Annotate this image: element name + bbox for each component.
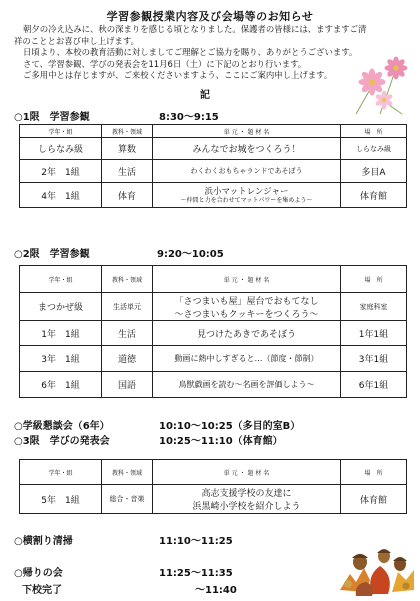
cell-subject: 生活: [102, 321, 153, 346]
gakkyu-time: 10:10～10:25（多目的室B）: [159, 421, 301, 432]
header-unit: 単 元 ・ 題 材 名: [153, 125, 341, 138]
gakkyu-heading: [14, 417, 301, 432]
cell-subject: 生活単元: [102, 293, 153, 321]
table-row: [20, 138, 407, 160]
cell-place: 体育館: [341, 485, 407, 514]
cell-grade: 1年 1組: [20, 321, 102, 346]
table-row: [20, 293, 407, 321]
period1-heading: [14, 108, 219, 123]
table-row: [20, 321, 407, 346]
header-grade: 学年・組: [20, 125, 102, 138]
cell-grade: 4年 1組: [20, 183, 102, 208]
cell-unit: [153, 293, 341, 321]
page-title: 学習参観授業内容及び会場等のお知らせ: [106, 10, 314, 23]
cell-subject: 総合・音楽: [102, 485, 153, 514]
period3-heading: [14, 432, 283, 447]
unit-title: 浜小マットレンジャー: [204, 187, 289, 197]
intro-text: [14, 24, 374, 82]
cell-unit: 見つけたあきであそぼう: [153, 321, 341, 346]
cosmos-flowers-illustration: [350, 52, 416, 118]
cell-grade: 2年 1組: [20, 160, 102, 183]
gakkyu-label: ○学級懇談会（6年）: [14, 421, 110, 432]
cell-subject: 国語: [102, 372, 153, 398]
unit-title: 高志支援学校の友達に: [201, 489, 292, 499]
cell-grade: まつかぜ級: [20, 293, 102, 321]
cell-grade: 5年 1組: [20, 485, 102, 514]
period3-time: 10:25～11:10（体育館）: [159, 436, 283, 447]
table-row: [20, 485, 407, 514]
cell-place: 1年1組: [341, 321, 407, 346]
cell-grade: 3年 1組: [20, 346, 102, 372]
gekou-heading: [22, 581, 237, 596]
cell-subject: 体育: [102, 183, 153, 208]
cell-unit: [153, 183, 341, 208]
period2-time: 9:20～10:05: [157, 249, 224, 260]
kaeri-label: ○帰りの会: [14, 568, 63, 579]
ki-heading: 記: [200, 90, 210, 101]
period1-time: 8:30～9:15: [159, 112, 219, 123]
cleaning-time: 11:10～11:25: [159, 536, 233, 547]
header-subject: 教科・領域: [102, 266, 153, 293]
table-row: [20, 183, 407, 208]
header-grade: 学年・組: [20, 460, 102, 485]
intro-line: さて、学習参観、学びの発表会を11月6日（土）に下記のとおり行います。: [23, 58, 307, 69]
table-header-row: [20, 266, 407, 293]
intro-line: ご多用中とは存じますが、ご来校くださいますよう、ここにご案内申し上げます。: [23, 70, 333, 81]
table-row: [20, 372, 407, 398]
cell-grade: しらなみ級: [20, 138, 102, 160]
cell-place: 3年1組: [341, 346, 407, 372]
cell-place: しらなみ級: [341, 138, 407, 160]
period2-table: [19, 265, 407, 398]
gekou-time: ～11:40: [195, 585, 237, 596]
period1-table: [19, 124, 407, 208]
cell-unit: 動画に熱中しすぎると…（節度・節制）: [153, 346, 341, 372]
cell-place: 家庭科室: [341, 293, 407, 321]
unit-subtitle: ～さつまいもクッキーをつくろう～: [174, 309, 319, 320]
unit-subtitle: 浜黒崎小学校を紹介しよう: [192, 502, 301, 512]
unit-subtitle: ～仲間と力を合わせてマットパワーを集めよう～: [180, 197, 313, 204]
header-place: 場 所: [341, 266, 407, 293]
table-header-row: [20, 125, 407, 138]
intro-line: 祥のこととお喜び申し上げます。: [14, 35, 139, 46]
table-header-row: [20, 460, 407, 485]
cell-unit: [153, 485, 341, 514]
cell-subject: 算数: [102, 138, 153, 160]
cell-place: 6年1組: [341, 372, 407, 398]
period3-table: [19, 459, 407, 514]
gekou-label: 下校完了: [22, 585, 62, 596]
period3-label: ○3限 学びの発表会: [14, 436, 110, 447]
kaeri-time: 11:25～11:35: [159, 568, 233, 579]
unit-title: 「さつまいも屋」屋台でおもてなし: [174, 296, 319, 307]
table-row: [20, 160, 407, 183]
kaeri-heading: [14, 564, 233, 579]
cell-subject: 生活: [102, 160, 153, 183]
cell-subject: 道徳: [102, 346, 153, 372]
header-unit: 単 元 ・ 題 材 名: [153, 460, 341, 485]
cell-grade: 6年 1組: [20, 372, 102, 398]
header-subject: 教科・領域: [102, 125, 153, 138]
cell-place: 多目A: [341, 160, 407, 183]
cell-unit: 鳥獣戯画を読む～名画を評価しよう～: [153, 372, 341, 398]
intro-line: 朝夕の冷え込みに、秋の深まりを感じる頃となりました。保護者の皆様には、ますますご清: [23, 24, 367, 34]
header-place: 場 所: [341, 460, 407, 485]
header-place: 場 所: [341, 125, 407, 138]
header-grade: 学年・組: [20, 266, 102, 293]
cleaning-heading: [14, 532, 233, 547]
header-unit: 単 元 ・ 題 材 名: [153, 266, 341, 293]
cleaning-label: ○横割り清掃: [14, 536, 73, 547]
cell-place: 体育館: [341, 183, 407, 208]
period1-label: ○1限 学習参観: [14, 112, 90, 123]
period2-label: ○2限 学習参観: [14, 249, 90, 260]
cell-unit: わくわくおもちゃランドであそぼう: [153, 160, 341, 183]
autumn-leaves-illustration: [336, 536, 418, 598]
table-row: [20, 346, 407, 372]
period2-heading: [14, 245, 224, 260]
cell-unit: みんなでお城をつくろう！: [153, 138, 341, 160]
intro-line: 日頃より、本校の教育活動に対しましてご理解とご協力を賜り、ありがとうございます。: [23, 47, 358, 58]
header-subject: 教科・領域: [102, 460, 153, 485]
